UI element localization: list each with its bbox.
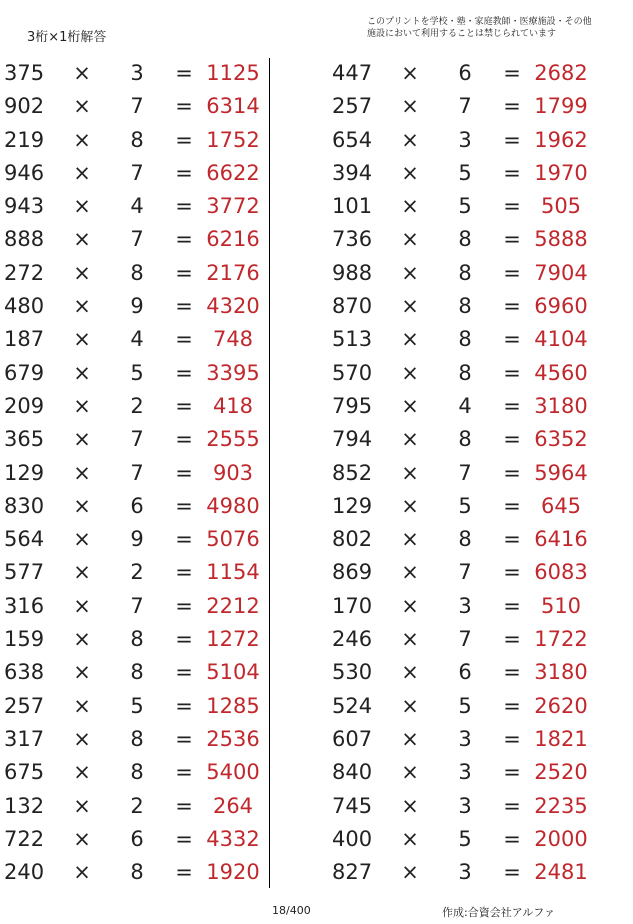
multiplicand: 219 [4, 127, 45, 152]
answer: 2536 [206, 726, 260, 751]
equals-sign: = [175, 527, 193, 552]
multiplier: 3 [458, 860, 472, 885]
multiplicand: 745 [332, 793, 373, 818]
multiplier: 5 [458, 160, 472, 185]
multiplier: 8 [458, 294, 472, 319]
multiplier: 8 [458, 527, 472, 552]
publisher-credit: 作成:合資会社アルファ [442, 906, 556, 919]
answer: 903 [212, 460, 254, 485]
multiplicand: 722 [4, 826, 45, 851]
answer: 7904 [534, 260, 588, 285]
multiplicand: 257 [4, 693, 45, 718]
equals-sign: = [175, 427, 193, 452]
answer: 1154 [206, 560, 260, 585]
times-sign: × [73, 627, 91, 652]
equals-sign: = [503, 693, 521, 718]
equals-sign: = [175, 460, 193, 485]
times-sign: × [73, 760, 91, 785]
answer: 5964 [534, 460, 588, 485]
multiplier: 6 [458, 61, 472, 85]
answer: 4104 [534, 327, 588, 352]
times-sign: × [401, 227, 419, 252]
times-sign: × [73, 360, 91, 385]
multiplier: 7 [458, 627, 472, 652]
times-sign: × [401, 360, 419, 385]
multiplier: 7 [130, 94, 144, 119]
multiplicand: 132 [4, 793, 45, 818]
multiplier: 5 [458, 693, 472, 718]
multiplicand: 870 [332, 294, 373, 319]
equals-sign: = [175, 593, 193, 618]
answer: 6083 [534, 560, 588, 585]
multiplier: 8 [130, 726, 144, 751]
answer: 2682 [534, 61, 588, 85]
answer: 418 [212, 393, 254, 418]
equals-sign: = [503, 61, 521, 85]
times-sign: × [73, 327, 91, 352]
multiplicand: 869 [332, 560, 373, 585]
multiplicand: 946 [4, 160, 45, 185]
answer: 2212 [206, 593, 260, 618]
answer: 1962 [534, 127, 588, 152]
usage-notice [367, 16, 592, 40]
equals-sign: = [503, 160, 521, 185]
multiplier: 9 [130, 527, 144, 552]
multiplier: 7 [458, 94, 472, 119]
equals-sign: = [175, 61, 193, 85]
times-sign: × [73, 793, 91, 818]
multiplicand: 795 [332, 393, 373, 418]
multiplicand: 365 [4, 427, 45, 452]
multiplicand: 394 [332, 160, 373, 185]
answer: 1920 [206, 860, 260, 885]
multiplier: 2 [130, 560, 144, 585]
multiplier: 8 [458, 360, 472, 385]
equals-sign: = [503, 826, 521, 851]
equals-sign: = [175, 693, 193, 718]
equals-sign: = [503, 527, 521, 552]
equals-sign: = [503, 127, 521, 152]
multiplier: 3 [458, 726, 472, 751]
equals-sign: = [175, 793, 193, 818]
times-sign: × [73, 294, 91, 319]
answer: 5076 [206, 527, 260, 552]
multiplicand: 187 [4, 327, 45, 352]
times-sign: × [401, 660, 419, 685]
multiplicand: 447 [332, 61, 373, 85]
times-sign: × [73, 593, 91, 618]
multiplicand: 400 [332, 826, 373, 851]
times-sign: × [401, 160, 419, 185]
equals-sign: = [503, 593, 521, 618]
multiplier: 7 [458, 560, 472, 585]
multiplier: 8 [130, 127, 144, 152]
times-sign: × [73, 61, 91, 85]
equals-sign: = [503, 94, 521, 119]
equals-sign: = [175, 826, 193, 851]
multiplier: 8 [130, 260, 144, 285]
times-sign: × [73, 227, 91, 252]
multiplicand: 943 [4, 194, 45, 219]
equals-sign: = [503, 294, 521, 319]
answer: 2000 [534, 826, 588, 851]
page-number: 18/400 [272, 904, 311, 917]
multiplicand: 101 [332, 194, 373, 219]
multiplier: 7 [130, 427, 144, 452]
multiplier: 3 [458, 760, 472, 785]
times-sign: × [73, 94, 91, 119]
equals-sign: = [175, 860, 193, 885]
answer: 645 [540, 493, 582, 518]
equals-sign: = [503, 227, 521, 252]
usage-notice-line2: 施設において利用することは禁じられています [367, 29, 557, 39]
answer: 1272 [206, 627, 260, 652]
multiplicand: 159 [4, 627, 45, 652]
multiplicand: 736 [332, 227, 373, 252]
multiplicand: 240 [4, 860, 45, 885]
answer: 6416 [534, 527, 588, 552]
multiplier: 5 [458, 826, 472, 851]
equals-sign: = [175, 393, 193, 418]
multiplicand: 246 [332, 627, 373, 652]
multiplicand: 530 [332, 660, 373, 685]
multiplier: 8 [458, 427, 472, 452]
times-sign: × [401, 593, 419, 618]
equals-sign: = [175, 660, 193, 685]
multiplier: 8 [458, 227, 472, 252]
multiplicand: 638 [4, 660, 45, 685]
times-sign: × [73, 826, 91, 851]
multiplier: 5 [458, 194, 472, 219]
answer: 6622 [206, 160, 260, 185]
equals-sign: = [503, 726, 521, 751]
times-sign: × [401, 194, 419, 219]
multiplier: 6 [130, 826, 144, 851]
answer: 4560 [534, 360, 588, 385]
answer: 6216 [206, 227, 260, 252]
answer: 5400 [206, 760, 260, 785]
times-sign: × [401, 61, 419, 85]
multiplicand: 524 [332, 693, 373, 718]
answer: 3180 [534, 393, 588, 418]
answer: 5104 [206, 660, 260, 685]
equals-sign: = [175, 760, 193, 785]
equals-sign: = [175, 194, 193, 219]
times-sign: × [401, 826, 419, 851]
multiplier: 7 [130, 593, 144, 618]
answer: 748 [212, 327, 254, 352]
answer: 1970 [534, 160, 588, 185]
multiplier: 8 [130, 660, 144, 685]
equals-sign: = [503, 393, 521, 418]
multiplier: 3 [130, 61, 144, 85]
equals-sign: = [503, 793, 521, 818]
equals-sign: = [175, 726, 193, 751]
multiplicand: 840 [332, 760, 373, 785]
times-sign: × [401, 693, 419, 718]
times-sign: × [401, 294, 419, 319]
multiplier: 7 [458, 460, 472, 485]
multiplier: 3 [458, 593, 472, 618]
equals-sign: = [175, 327, 193, 352]
equals-sign: = [175, 127, 193, 152]
equals-sign: = [175, 560, 193, 585]
multiplier: 4 [130, 194, 144, 219]
multiplier: 8 [130, 627, 144, 652]
multiplicand: 802 [332, 527, 373, 552]
multiplicand: 564 [4, 527, 45, 552]
multiplier: 3 [458, 127, 472, 152]
answer: 2620 [534, 693, 588, 718]
equals-sign: = [503, 560, 521, 585]
answer: 6314 [206, 94, 260, 119]
times-sign: × [73, 493, 91, 518]
times-sign: × [401, 527, 419, 552]
multiplier: 5 [458, 493, 472, 518]
answer: 6352 [534, 427, 588, 452]
multiplier: 8 [458, 327, 472, 352]
multiplicand: 316 [4, 593, 45, 618]
multiplicand: 317 [4, 726, 45, 751]
multiplier: 2 [130, 393, 144, 418]
multiplicand: 888 [4, 227, 45, 252]
answer: 6960 [534, 294, 588, 319]
multiplier: 8 [130, 860, 144, 885]
equals-sign: = [503, 260, 521, 285]
equals-sign: = [175, 227, 193, 252]
worksheet-title: 3桁×1桁解答 [27, 30, 107, 45]
multiplier: 8 [458, 260, 472, 285]
multiplier: 3 [458, 793, 472, 818]
times-sign: × [73, 660, 91, 685]
equals-sign: = [503, 360, 521, 385]
multiplier: 7 [130, 227, 144, 252]
equals-sign: = [175, 94, 193, 119]
multiplicand: 570 [332, 360, 373, 385]
multiplier: 2 [130, 793, 144, 818]
multiplicand: 577 [4, 560, 45, 585]
equals-sign: = [503, 627, 521, 652]
times-sign: × [73, 860, 91, 885]
answer: 4320 [206, 294, 260, 319]
multiplier: 7 [130, 460, 144, 485]
multiplicand: 607 [332, 726, 373, 751]
multiplier: 4 [458, 393, 472, 418]
times-sign: × [401, 793, 419, 818]
times-sign: × [73, 460, 91, 485]
multiplicand: 830 [4, 493, 45, 518]
equals-sign: = [175, 360, 193, 385]
answer: 2176 [206, 260, 260, 285]
multiplier: 5 [130, 693, 144, 718]
equals-sign: = [503, 660, 521, 685]
multiplicand: 129 [4, 460, 45, 485]
multiplier: 9 [130, 294, 144, 319]
times-sign: × [401, 260, 419, 285]
times-sign: × [73, 693, 91, 718]
multiplier: 6 [458, 660, 472, 685]
answer: 264 [212, 793, 254, 818]
times-sign: × [73, 527, 91, 552]
times-sign: × [73, 194, 91, 219]
times-sign: × [73, 260, 91, 285]
multiplicand: 209 [4, 393, 45, 418]
times-sign: × [73, 427, 91, 452]
times-sign: × [73, 560, 91, 585]
answer: 2555 [206, 427, 260, 452]
multiplier: 4 [130, 327, 144, 352]
equals-sign: = [503, 760, 521, 785]
answer: 510 [540, 593, 582, 618]
answer: 3395 [206, 360, 260, 385]
multiplicand: 988 [332, 260, 373, 285]
multiplicand: 675 [4, 760, 45, 785]
multiplier: 8 [130, 760, 144, 785]
answer: 505 [540, 194, 582, 219]
multiplicand: 827 [332, 860, 373, 885]
times-sign: × [401, 427, 419, 452]
multiplicand: 902 [4, 94, 45, 119]
equals-sign: = [175, 627, 193, 652]
multiplicand: 272 [4, 260, 45, 285]
multiplicand: 375 [4, 61, 45, 85]
equals-sign: = [175, 493, 193, 518]
equals-sign: = [175, 160, 193, 185]
answer: 2481 [534, 860, 588, 885]
multiplicand: 480 [4, 294, 45, 319]
answer: 5888 [534, 227, 588, 252]
times-sign: × [401, 560, 419, 585]
multiplier: 7 [130, 160, 144, 185]
times-sign: × [401, 493, 419, 518]
equals-sign: = [503, 327, 521, 352]
equals-sign: = [175, 294, 193, 319]
times-sign: × [401, 94, 419, 119]
answer: 1821 [534, 726, 588, 751]
multiplicand: 679 [4, 360, 45, 385]
equals-sign: = [503, 860, 521, 885]
times-sign: × [401, 127, 419, 152]
usage-notice-line1: このプリントを学校・塾・家庭教師・医療施設・その他 [367, 17, 592, 27]
multiplier: 6 [130, 493, 144, 518]
equals-sign: = [503, 460, 521, 485]
times-sign: × [73, 726, 91, 751]
multiplicand: 513 [332, 327, 373, 352]
times-sign: × [401, 327, 419, 352]
times-sign: × [401, 393, 419, 418]
answer: 4332 [206, 826, 260, 851]
times-sign: × [73, 160, 91, 185]
column-divider [269, 58, 270, 888]
multiplier: 5 [130, 360, 144, 385]
times-sign: × [401, 760, 419, 785]
multiplicand: 794 [332, 427, 373, 452]
times-sign: × [401, 860, 419, 885]
answer: 1722 [534, 627, 588, 652]
answer: 1799 [534, 94, 588, 119]
multiplicand: 852 [332, 460, 373, 485]
multiplicand: 654 [332, 127, 373, 152]
answer: 3180 [534, 660, 588, 685]
times-sign: × [401, 726, 419, 751]
multiplicand: 257 [332, 94, 373, 119]
equals-sign: = [503, 194, 521, 219]
answer: 3772 [206, 194, 260, 219]
answer: 1285 [206, 693, 260, 718]
times-sign: × [401, 627, 419, 652]
multiplicand: 170 [332, 593, 373, 618]
answer: 4980 [206, 493, 260, 518]
multiplicand: 129 [332, 493, 373, 518]
equals-sign: = [503, 427, 521, 452]
answer: 2235 [534, 793, 588, 818]
equals-sign: = [503, 493, 521, 518]
answer: 2520 [534, 760, 588, 785]
times-sign: × [401, 460, 419, 485]
equals-sign: = [175, 260, 193, 285]
times-sign: × [73, 127, 91, 152]
answer: 1125 [206, 61, 260, 85]
times-sign: × [73, 393, 91, 418]
answer: 1752 [206, 127, 260, 152]
